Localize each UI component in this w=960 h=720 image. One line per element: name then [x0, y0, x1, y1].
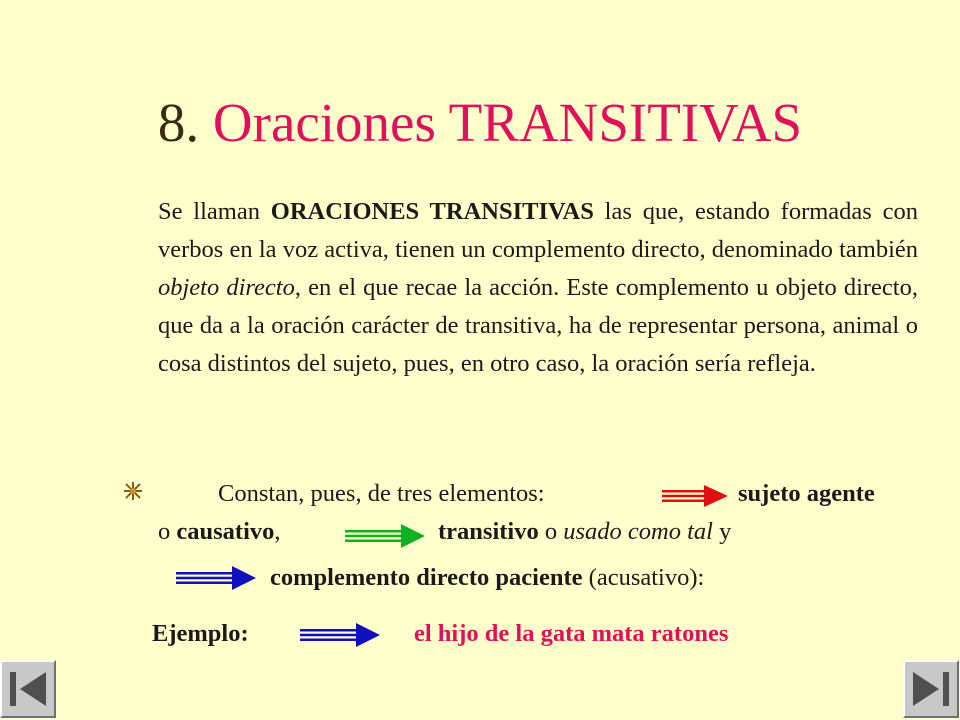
usado-como-tal: usado como tal [563, 518, 713, 545]
star-bullet-icon [122, 480, 144, 502]
example-label: Ejemplo: [152, 620, 249, 647]
definition-paragraph [158, 193, 918, 383]
slide-title [0, 88, 960, 158]
acusativo-text: (acusativo): [582, 564, 705, 591]
o-connector-1: o [158, 518, 177, 545]
example-blue-arrow-icon [300, 622, 380, 648]
para-text-3: , en el que recae la acción. Este complemento u objeto directo, que da a la oración carácter de transitiva, ha de representar persona, animal o cosa distintos del sujeto, pues, en otro caso, la oración sería refleja. [158, 274, 918, 377]
causativo-term: causativo [176, 518, 275, 545]
para-italic-term: objeto directo [158, 274, 295, 301]
first-slide-button[interactable] [0, 660, 56, 718]
example-sentence: el hijo de la gata mata ratones [414, 620, 729, 647]
complemento-term: complemento directo paciente [270, 564, 583, 591]
y-connector: y [712, 518, 732, 545]
causativo-line [158, 513, 281, 551]
red-arrow-icon [662, 484, 728, 508]
transitivo-term: transitivo [438, 518, 539, 545]
para-text-2: las que, estando formadas con verbos en la voz activa, tienen un complemento directo, denominado también [158, 198, 919, 263]
o-connector-2: o [538, 518, 564, 545]
comma: , [274, 518, 281, 545]
complemento-line [270, 559, 704, 597]
sujeto-agente-term: sujeto agente [738, 480, 875, 507]
first-slide-icon [2, 662, 54, 716]
title-number: 8. [157, 92, 200, 153]
para-bold-term: ORACIONES TRANSITIVAS [270, 198, 594, 225]
elements-intro: Constan, pues, de tres elementos: [218, 480, 545, 507]
last-slide-button[interactable] [903, 660, 959, 718]
blue-arrow-icon [176, 565, 256, 591]
transitivo-line [438, 513, 731, 551]
title-text: Oraciones TRANSITIVAS [212, 92, 803, 153]
green-arrow-icon [345, 523, 425, 549]
last-slide-icon [905, 662, 957, 716]
para-text-1: Se llaman [158, 198, 271, 225]
